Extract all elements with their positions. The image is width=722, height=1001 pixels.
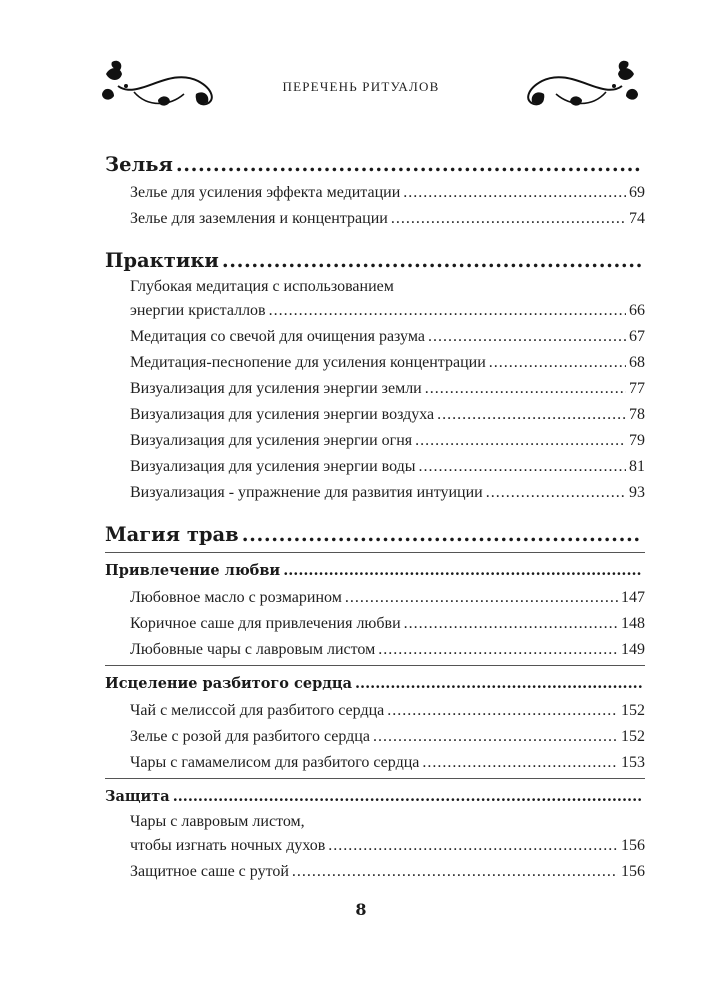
toc-entry[interactable] xyxy=(105,402,645,428)
running-title: ПЕРЕЧЕНЬ РИТУАЛОВ xyxy=(282,79,440,94)
toc-entry[interactable] xyxy=(105,724,645,750)
entry-title: Визуализация для усиления энергии земли xyxy=(130,380,422,397)
subsection-title: Исцеление разбитого сердца xyxy=(105,675,352,692)
dot-leader xyxy=(222,246,642,276)
entry-page: 81 xyxy=(629,458,645,475)
toc-entry-multiline[interactable] xyxy=(105,276,645,324)
toc-entry[interactable] xyxy=(105,324,645,350)
toc-entry[interactable] xyxy=(105,180,645,206)
dot-leader xyxy=(391,206,626,232)
toc-entry[interactable] xyxy=(105,428,645,454)
entry-page: 147 xyxy=(621,589,645,606)
entry-page: 153 xyxy=(621,754,645,771)
dot-leader xyxy=(283,557,642,585)
dot-leader xyxy=(428,324,626,350)
page-header xyxy=(0,56,722,116)
dot-leader xyxy=(173,783,642,811)
dot-leader xyxy=(292,859,618,885)
entry-title: Медитация со свечой для очищения разума xyxy=(130,328,425,345)
entry-page: 69 xyxy=(629,184,645,201)
entry-page: 77 xyxy=(629,380,645,397)
toc-entry[interactable] xyxy=(105,454,645,480)
toc-entry[interactable] xyxy=(105,206,645,232)
entry-title-line2: чтобы изгнать ночных духов xyxy=(130,837,326,854)
dot-leader xyxy=(415,428,626,454)
entry-page: 152 xyxy=(621,728,645,745)
entry-title: Зелье для заземления и концентрации xyxy=(130,210,388,227)
entry-page: 78 xyxy=(629,406,645,423)
divider xyxy=(105,778,645,779)
toc-entry[interactable] xyxy=(105,750,645,776)
entry-page: 156 xyxy=(621,863,645,880)
section-title: Практики xyxy=(105,249,219,272)
entry-title: Любовное масло с розмарином xyxy=(130,589,342,606)
toc-entry[interactable] xyxy=(105,376,645,402)
divider xyxy=(105,552,645,553)
entry-title: Защитное саше с рутой xyxy=(130,863,289,880)
toc-entry[interactable] xyxy=(105,350,645,376)
page-number: 8 xyxy=(355,900,367,919)
entry-title: Визуализация - упражнение для развития интуиции xyxy=(130,484,483,501)
entry-title: Медитация-песнопение для усиления концентрации xyxy=(130,354,486,371)
dot-leader xyxy=(489,350,626,376)
toc-entry[interactable] xyxy=(105,698,645,724)
dot-leader xyxy=(328,833,618,859)
toc-entry[interactable] xyxy=(105,859,645,885)
entry-title: Визуализация для усиления энергии воды xyxy=(130,458,416,475)
subsection-heading-protection[interactable] xyxy=(105,783,645,811)
dot-leader xyxy=(176,150,642,180)
subsection-heading-love[interactable] xyxy=(105,557,645,585)
subsection-heading-heart[interactable] xyxy=(105,670,645,698)
dot-leader xyxy=(387,698,618,724)
entry-title: Визуализация для усиления энергии огня xyxy=(130,432,413,449)
entry-page: 156 xyxy=(621,837,645,854)
entry-page: 93 xyxy=(629,484,645,501)
toc-entry[interactable] xyxy=(105,585,645,611)
dot-leader xyxy=(419,454,626,480)
entry-title: Визуализация для усиления энергии воздуха xyxy=(130,406,435,423)
dot-leader xyxy=(486,480,626,506)
entry-title-line1: Чары с лавровым листом, xyxy=(130,813,305,830)
entry-title-line2: энергии кристаллов xyxy=(130,302,266,319)
dot-leader xyxy=(269,298,626,324)
entry-page: 67 xyxy=(629,328,645,345)
toc-entry[interactable] xyxy=(105,480,645,506)
entry-title: Зелье для усиления эффекта медитации xyxy=(130,184,401,201)
section-heading-practices[interactable] xyxy=(105,246,645,276)
entry-title: Любовные чары с лавровым листом xyxy=(130,641,376,658)
dot-leader xyxy=(422,750,618,776)
dot-leader xyxy=(355,670,642,698)
divider xyxy=(105,665,645,666)
entry-page: 68 xyxy=(629,354,645,371)
dot-leader xyxy=(378,637,618,663)
dot-leader xyxy=(425,376,626,402)
entry-title: Зелье с розой для разбитого сердца xyxy=(130,728,370,745)
section-title: Зелья xyxy=(105,153,173,176)
entry-title-line1: Глубокая медитация с использованием xyxy=(130,278,394,295)
entry-title: Чары с гамамелисом для разбитого сердца xyxy=(130,754,420,771)
entry-page: 148 xyxy=(621,615,645,632)
dot-leader xyxy=(404,611,618,637)
dot-leader xyxy=(345,585,618,611)
toc-entry[interactable] xyxy=(105,637,645,663)
section-title: Магия трав xyxy=(105,523,239,546)
entry-title: Чай с мелиссой для разбитого сердца xyxy=(130,702,385,719)
entry-page: 152 xyxy=(621,702,645,719)
toc-entry[interactable] xyxy=(105,611,645,637)
entry-page: 74 xyxy=(629,210,645,227)
toc-entry-multiline[interactable] xyxy=(105,811,645,859)
dot-leader xyxy=(242,520,642,550)
dot-leader xyxy=(373,724,618,750)
entry-page: 66 xyxy=(629,302,645,319)
entry-page: 79 xyxy=(629,432,645,449)
section-heading-potions[interactable] xyxy=(105,150,645,180)
entry-title: Коричное саше для привлечения любви xyxy=(130,615,401,632)
subsection-title: Защита xyxy=(105,788,170,805)
subsection-title: Привлечение любви xyxy=(105,562,281,579)
dot-leader xyxy=(437,402,626,428)
dot-leader xyxy=(403,180,626,206)
table-of-contents xyxy=(105,150,645,885)
floral-flourish-icon-right xyxy=(512,56,642,116)
entry-page: 149 xyxy=(621,641,645,658)
section-heading-herbal-magic[interactable] xyxy=(105,520,645,550)
